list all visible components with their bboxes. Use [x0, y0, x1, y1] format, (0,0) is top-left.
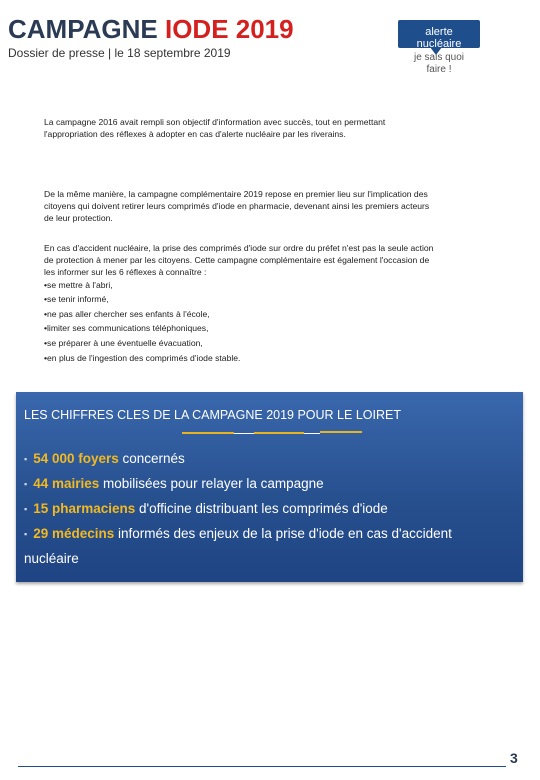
paragraph-line: l'appropriation des réflexes à adopter en cas d'alerte nucléaire par les riverains. — [44, 129, 346, 139]
reflex-text: se tenir informé, — [47, 294, 109, 304]
stat-value: 54 000 foyers — [33, 451, 119, 466]
alert-badge — [398, 20, 480, 48]
stat-pharmacists — [24, 501, 388, 516]
reflex-text: se préparer à une éventuelle évacuation, — [47, 338, 203, 348]
badge-line2: nucléaire — [416, 38, 462, 50]
stat-doctors — [24, 526, 452, 541]
bullet-icon: ▪ — [24, 454, 28, 465]
paragraph-campaign-2019 — [44, 188, 494, 224]
title-underline — [320, 431, 362, 433]
badge-line1: alerte — [425, 26, 453, 38]
footer-divider — [18, 766, 506, 767]
stat-text: concernés — [118, 451, 185, 466]
bullet-icon: • — [44, 353, 48, 363]
bullet-icon: ▪ — [24, 479, 28, 490]
title-underline — [254, 432, 304, 434]
stat-households — [24, 451, 185, 466]
title-main: CAMPAGNE — [8, 14, 165, 44]
bullet-icon: ▪ — [24, 529, 28, 540]
badge-caption — [404, 52, 474, 76]
badge-caption-line2: faire ! — [426, 64, 452, 75]
paragraph-line: les informer sur les 6 réflexes à connaître : — [44, 267, 207, 277]
reflex-text: ne pas aller chercher ses enfants à l'école, — [47, 309, 210, 319]
bullet-icon: • — [44, 280, 48, 290]
stat-value: 29 médecins — [33, 526, 115, 541]
reflex-item — [44, 292, 109, 306]
badge-caption-line1: je sais quoi — [413, 52, 465, 63]
stat-town-halls — [24, 476, 324, 491]
title-underline — [182, 432, 234, 434]
stat-doctors-wrap: nucléaire — [24, 551, 79, 566]
panel-title: LES CHIFFRES CLES DE LA CAMPAGNE 2019 POUR LE LOIRET — [24, 408, 401, 422]
stat-value: 44 mairies — [33, 476, 100, 491]
reflex-text: limiter ses communications téléphoniques, — [47, 323, 209, 333]
bullet-icon: • — [44, 309, 48, 319]
paragraph-intro — [44, 116, 494, 140]
paragraph-line: En cas d'accident nucléaire, la prise des comprimés d'iode sur ordre du préfet n'est pas la seule action — [44, 243, 434, 253]
bullet-icon: ▪ — [24, 504, 28, 515]
title-accent: IODE 2019 — [164, 14, 294, 44]
reflex-text: en plus de l'ingestion des comprimés d'iode stable. — [47, 353, 241, 363]
reflex-item — [44, 278, 113, 292]
bullet-icon: • — [44, 338, 48, 348]
stat-text: mobilisées pour relayer la campagne — [99, 476, 324, 491]
reflex-item — [44, 307, 210, 321]
stat-value: 15 pharmaciens — [33, 501, 136, 516]
reflex-item — [44, 336, 203, 350]
page-number: 3 — [510, 750, 518, 766]
stat-text: d'officine distribuant les comprimés d'iode — [135, 501, 388, 516]
title-underline — [304, 433, 320, 434]
paragraph-line: De la même manière, la campagne complémentaire 2019 repose en premier lieu sur l'implication des — [44, 189, 428, 199]
paragraph-line: La campagne 2016 avait rempli son objectif d'information avec succès, tout en permettant — [44, 117, 386, 127]
stat-text: informés des enjeux de la prise d'iode en cas d'accident — [114, 526, 452, 541]
paragraph-accident — [44, 242, 494, 278]
bullet-icon: • — [44, 323, 48, 333]
reflex-item — [44, 351, 240, 365]
title-underline — [234, 433, 254, 434]
bullet-icon: • — [44, 294, 48, 304]
document-title — [8, 14, 294, 45]
paragraph-line: citoyens qui doivent retirer leurs comprimés d'iode en pharmacie, devenant ainsi les premiers acteurs — [44, 201, 430, 211]
reflex-text: se mettre à l'abri, — [47, 280, 113, 290]
key-figures-panel — [16, 392, 523, 582]
paragraph-line: de protection à mener par les citoyens. Cette campagne complémentaire est également l'occasion de — [44, 255, 430, 265]
document-subtitle: Dossier de presse | le 18 septembre 2019 — [8, 46, 231, 60]
paragraph-line: de leur protection. — [44, 213, 113, 223]
reflex-item — [44, 321, 208, 335]
